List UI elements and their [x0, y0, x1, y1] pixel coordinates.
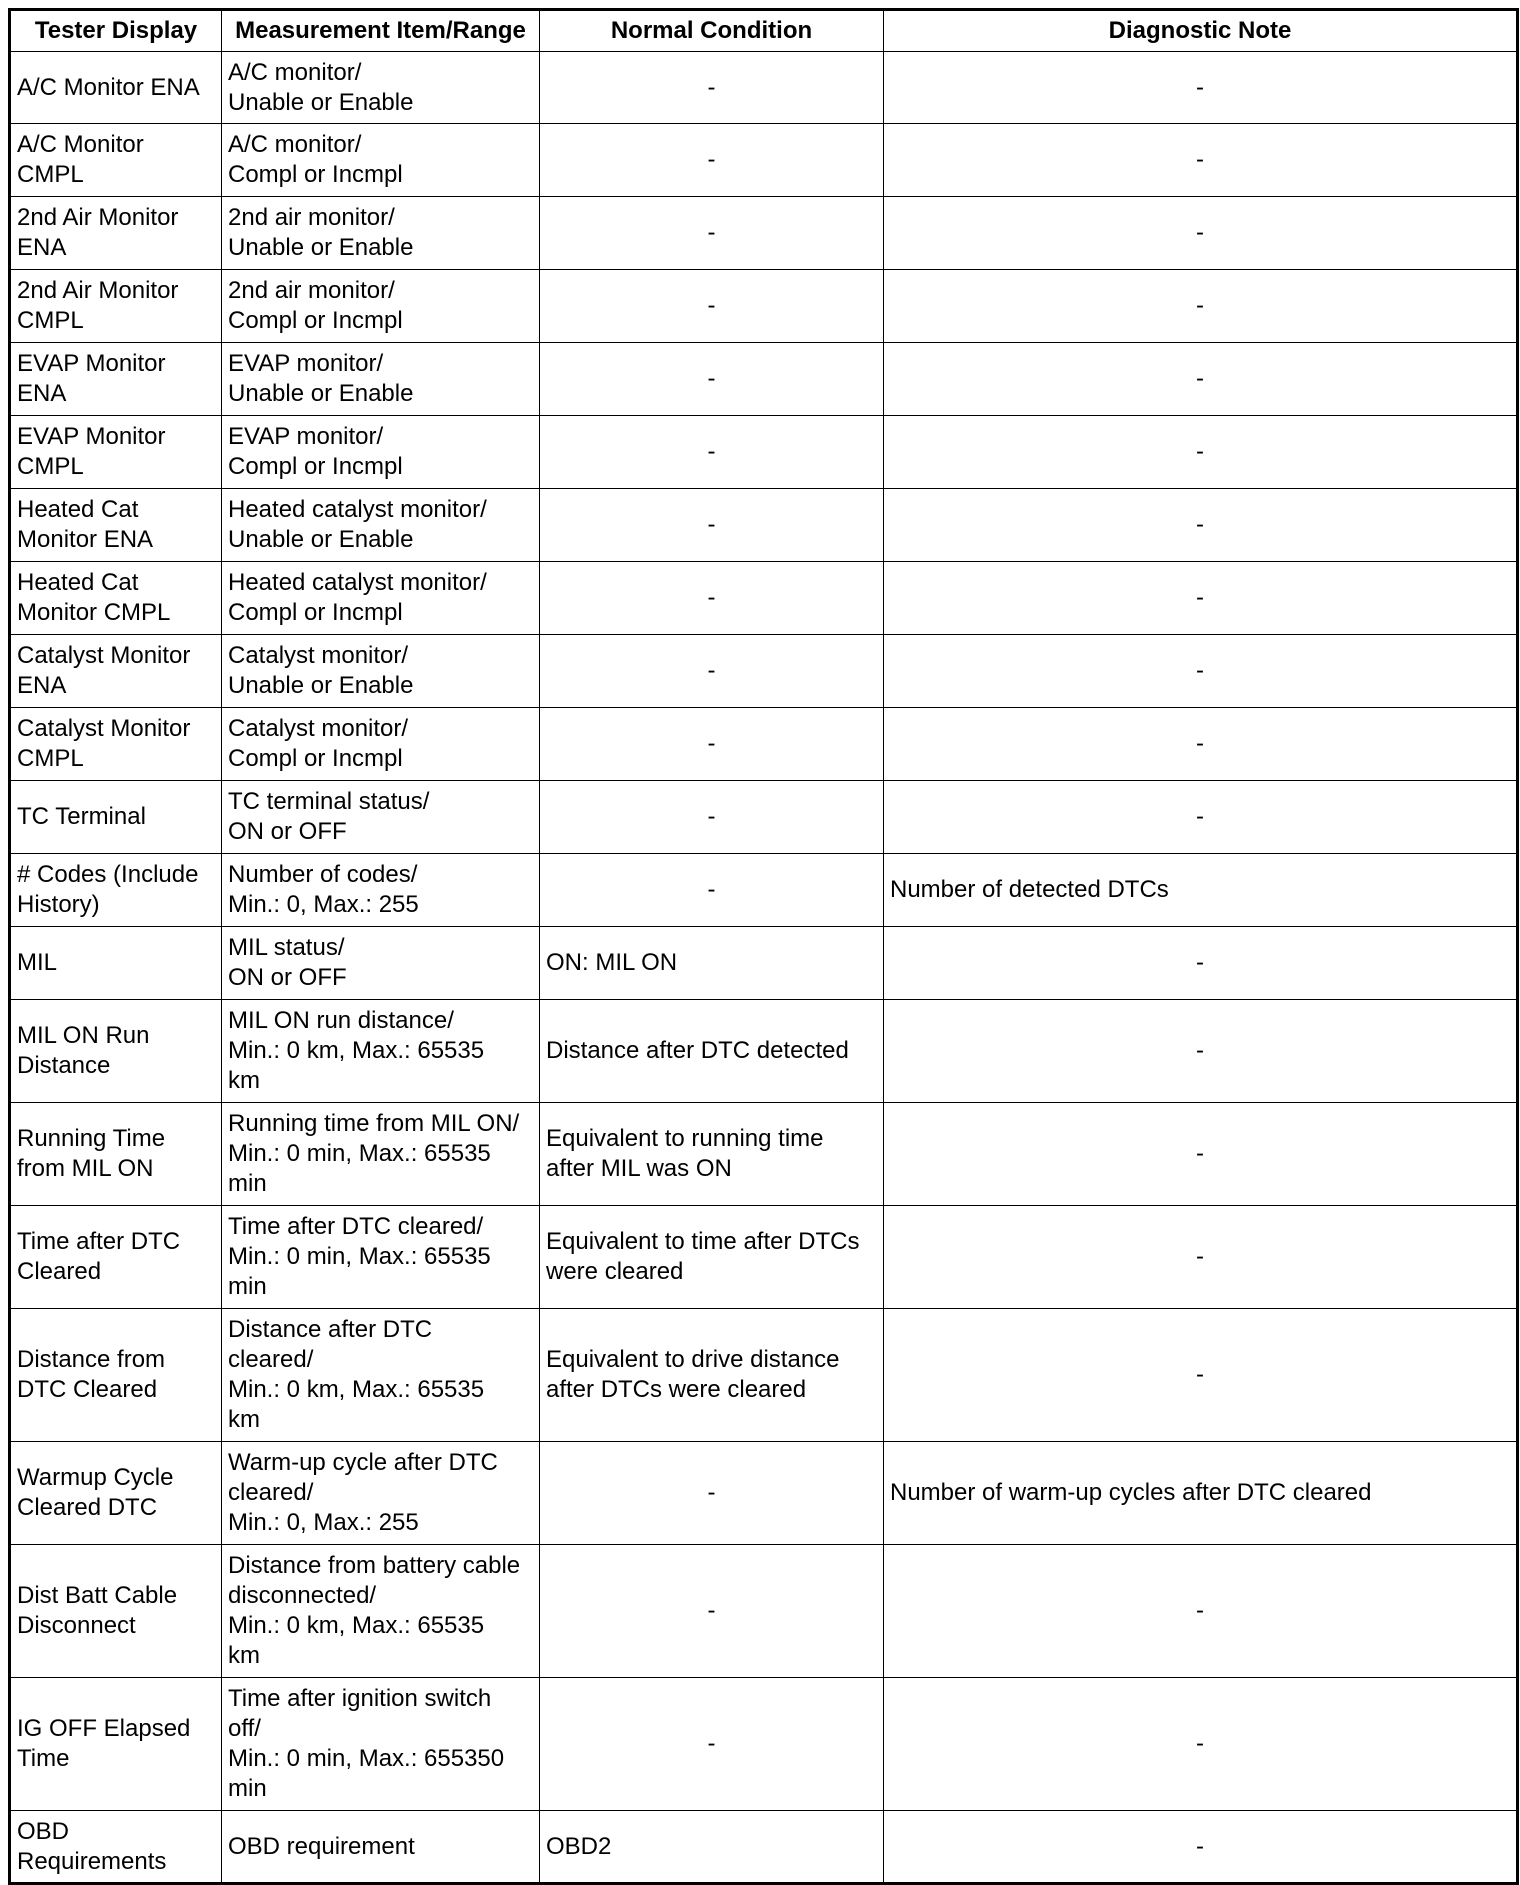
diagnostic-note-cell	[884, 1811, 1518, 1884]
diagnostic-note-cell-text: -	[1196, 146, 1204, 173]
tester-display-cell	[10, 270, 222, 343]
measurement-item-cell-text: 2nd air monitor/ Unable or Enable	[228, 204, 414, 261]
tester-display-cell-text: 2nd Air Monitor CMPL	[17, 277, 179, 334]
measurement-item-cell	[222, 124, 540, 197]
measurement-item-cell-text: Heated catalyst monitor/ Compl or Incmpl	[228, 569, 487, 626]
normal-condition-cell-text: -	[707, 1730, 716, 1757]
normal-condition-cell-text: ON: MIL ON	[546, 949, 678, 976]
diagnostic-note-cell-text: -	[1196, 584, 1204, 611]
tester-display-cell	[10, 562, 222, 635]
tester-display-cell-text: A/C Monitor CMPL	[17, 131, 144, 188]
measurement-item-cell	[222, 52, 540, 124]
diagnostic-note-cell-text: -	[1196, 1832, 1204, 1860]
diagnostic-note-cell	[884, 1206, 1518, 1309]
table-row	[10, 52, 1518, 124]
table-row	[10, 124, 1518, 197]
normal-condition-cell	[540, 562, 884, 635]
normal-condition-cell-text: -	[707, 803, 716, 830]
tester-display-cell-text: 2nd Air Monitor ENA	[17, 204, 179, 261]
diagnostic-note-cell	[884, 854, 1518, 927]
tester-display-cell	[10, 1442, 222, 1545]
diagnostic-note-cell	[884, 1103, 1518, 1206]
tester-display-cell-text: EVAP Monitor ENA	[17, 350, 166, 407]
tester-display-cell-text: TC Terminal	[17, 803, 146, 830]
tester-display-cell	[10, 1678, 222, 1811]
tester-display-cell	[10, 1103, 222, 1206]
normal-condition-cell	[540, 270, 884, 343]
data-list-table	[8, 8, 1519, 1885]
measurement-item-cell-text: Time after ignition switch off/ Min.: 0 min, Max.: 655350 min	[228, 1685, 505, 1802]
measurement-item-cell	[222, 270, 540, 343]
measurement-item-cell-text: Catalyst monitor/ Compl or Incmpl	[228, 715, 409, 772]
diagnostic-note-cell	[884, 489, 1518, 562]
diagnostic-note-cell	[884, 52, 1518, 124]
tester-display-cell	[10, 635, 222, 708]
normal-condition-cell	[540, 1000, 884, 1103]
table-row	[10, 854, 1518, 927]
diagnostic-note-cell-text: -	[1196, 730, 1204, 757]
tester-display-cell-text: # Codes (Include History)	[17, 861, 199, 918]
diagnostic-note-cell	[884, 708, 1518, 781]
measurement-item-cell	[222, 1678, 540, 1811]
measurement-item-cell-text: A/C monitor/ Unable or Enable	[228, 58, 414, 116]
tester-display-cell-text: Running Time from MIL ON	[17, 1125, 166, 1182]
diagnostic-note-cell	[884, 1000, 1518, 1103]
document-page	[8, 8, 1519, 1885]
measurement-item-cell	[222, 1000, 540, 1103]
table-row	[10, 708, 1518, 781]
normal-condition-cell	[540, 781, 884, 854]
measurement-item-cell-text: Heated catalyst monitor/ Unable or Enable	[228, 496, 487, 553]
normal-condition-cell	[540, 1309, 884, 1442]
measurement-item-cell-text: TC terminal status/ ON or OFF	[228, 788, 430, 845]
tester-display-cell-text: Time after DTC Cleared	[17, 1228, 181, 1285]
diagnostic-note-cell-text: -	[1196, 1037, 1204, 1064]
measurement-item-cell-text: A/C monitor/ Compl or Incmpl	[228, 131, 403, 188]
table-row	[10, 197, 1518, 270]
diagnostic-note-cell-text: -	[1196, 365, 1204, 392]
measurement-item-cell	[222, 1103, 540, 1206]
normal-condition-cell-text: -	[707, 292, 716, 319]
normal-condition-cell-text: -	[707, 1479, 716, 1506]
diagnostic-note-cell-text: -	[1196, 1730, 1204, 1757]
tester-display-cell	[10, 124, 222, 197]
measurement-item-cell-text: EVAP monitor/ Compl or Incmpl	[228, 423, 403, 480]
measurement-item-cell-text: MIL status/ ON or OFF	[228, 934, 347, 991]
normal-condition-cell	[540, 927, 884, 1000]
measurement-item-cell	[222, 343, 540, 416]
table-row	[10, 416, 1518, 489]
diagnostic-note-cell-text: -	[1196, 657, 1204, 684]
tester-display-cell-text: MIL ON Run Distance	[17, 1022, 150, 1079]
normal-condition-cell	[540, 197, 884, 270]
tester-display-cell-text: OBD Requirements	[17, 1817, 167, 1875]
normal-condition-cell-text: Equivalent to time after DTCs were cleared	[546, 1228, 860, 1285]
diagnostic-note-cell-text: -	[1196, 1140, 1204, 1167]
table-row	[10, 1206, 1518, 1309]
tester-display-cell	[10, 708, 222, 781]
diagnostic-note-cell	[884, 416, 1518, 489]
tester-display-cell	[10, 52, 222, 124]
diagnostic-note-cell-text: -	[1196, 949, 1204, 976]
tester-display-cell	[10, 1000, 222, 1103]
normal-condition-cell	[540, 343, 884, 416]
table-row	[10, 927, 1518, 1000]
normal-condition-cell-text: -	[707, 657, 716, 684]
diagnostic-note-cell	[884, 1309, 1518, 1442]
normal-condition-cell-text: -	[707, 219, 716, 246]
measurement-item-cell	[222, 489, 540, 562]
measurement-item-cell-text: Number of codes/ Min.: 0, Max.: 255	[228, 861, 419, 918]
header-row	[10, 10, 1518, 52]
normal-condition-cell	[540, 416, 884, 489]
tester-display-cell-text: Distance from DTC Cleared	[17, 1346, 166, 1403]
diagnostic-note-cell-text: -	[1196, 1243, 1204, 1270]
normal-condition-cell	[540, 52, 884, 124]
normal-condition-cell-text: OBD2	[546, 1832, 612, 1860]
tester-display-cell-text: Catalyst Monitor ENA	[17, 642, 191, 699]
measurement-item-cell-text: MIL ON run distance/ Min.: 0 km, Max.: 65535 km	[228, 1007, 485, 1094]
normal-condition-cell-text: -	[707, 511, 716, 538]
table-row	[10, 1545, 1518, 1678]
diagnostic-note-cell-text: -	[1196, 292, 1204, 319]
measurement-item-cell	[222, 1811, 540, 1884]
measurement-item-cell	[222, 197, 540, 270]
header-normal-condition: Normal Condition	[540, 10, 884, 52]
tester-display-cell	[10, 343, 222, 416]
diagnostic-note-cell-text: Number of detected DTCs	[890, 876, 1169, 903]
measurement-item-cell	[222, 562, 540, 635]
tester-display-cell-text: MIL	[17, 949, 58, 976]
tester-display-cell-text: Catalyst Monitor CMPL	[17, 715, 191, 772]
tester-display-cell	[10, 1545, 222, 1678]
tester-display-cell	[10, 489, 222, 562]
diagnostic-note-cell	[884, 1678, 1518, 1811]
tester-display-cell-text: EVAP Monitor CMPL	[17, 423, 166, 480]
measurement-item-cell-text: Distance from battery cable disconnected/ Min.: 0 km, Max.: 65535 km	[228, 1552, 521, 1669]
table-row	[10, 343, 1518, 416]
diagnostic-note-cell-text: -	[1196, 803, 1204, 830]
tester-display-cell	[10, 1309, 222, 1442]
tester-display-cell	[10, 927, 222, 1000]
normal-condition-cell	[540, 1206, 884, 1309]
measurement-item-cell-text: EVAP monitor/ Unable or Enable	[228, 350, 414, 407]
tester-display-cell-text: Heated Cat Monitor CMPL	[17, 569, 171, 626]
normal-condition-cell-text: Equivalent to drive distance after DTCs were cleared	[546, 1346, 840, 1403]
measurement-item-cell-text: Running time from MIL ON/ Min.: 0 min, Max.: 65535 min	[228, 1110, 520, 1197]
normal-condition-cell	[540, 708, 884, 781]
tester-display-cell	[10, 781, 222, 854]
tester-display-cell	[10, 1206, 222, 1309]
diagnostic-note-cell-text: -	[1196, 219, 1204, 246]
table-row	[10, 1678, 1518, 1811]
table-row	[10, 1000, 1518, 1103]
tester-display-cell-text: A/C Monitor ENA	[17, 73, 200, 101]
diagnostic-note-cell	[884, 635, 1518, 708]
table-row	[10, 489, 1518, 562]
measurement-item-cell	[222, 1206, 540, 1309]
diagnostic-note-cell	[884, 1442, 1518, 1545]
diagnostic-note-cell-text: -	[1196, 1361, 1204, 1388]
tester-display-cell-text: IG OFF Elapsed Time	[17, 1715, 191, 1772]
normal-condition-cell-text: -	[707, 876, 716, 903]
header-tester-display: Tester Display	[10, 10, 222, 52]
table-row	[10, 1442, 1518, 1545]
tester-display-cell-text: Warmup Cycle Cleared DTC	[17, 1464, 174, 1521]
diagnostic-note-cell-text: Number of warm-up cycles after DTC cleared	[890, 1479, 1372, 1506]
normal-condition-cell	[540, 489, 884, 562]
normal-condition-cell	[540, 1442, 884, 1545]
normal-condition-cell	[540, 1678, 884, 1811]
measurement-item-cell	[222, 854, 540, 927]
diagnostic-note-cell-text: -	[1196, 73, 1204, 101]
tester-display-cell-text: Heated Cat Monitor ENA	[17, 496, 154, 553]
table-row	[10, 781, 1518, 854]
measurement-item-cell	[222, 927, 540, 1000]
normal-condition-cell-text: -	[707, 365, 716, 392]
tester-display-cell-text: Dist Batt Cable Disconnect	[17, 1582, 178, 1639]
measurement-item-cell-text: OBD requirement	[228, 1832, 415, 1860]
diagnostic-note-cell	[884, 927, 1518, 1000]
normal-condition-cell	[540, 1811, 884, 1884]
diagnostic-note-cell	[884, 781, 1518, 854]
table-row	[10, 1309, 1518, 1442]
measurement-item-cell	[222, 416, 540, 489]
table-row	[10, 1103, 1518, 1206]
diagnostic-note-cell	[884, 562, 1518, 635]
normal-condition-cell	[540, 635, 884, 708]
normal-condition-cell	[540, 124, 884, 197]
measurement-item-cell-text: Catalyst monitor/ Unable or Enable	[228, 642, 414, 699]
header-diagnostic-note: Diagnostic Note	[884, 10, 1518, 52]
diagnostic-note-cell-text: -	[1196, 1597, 1204, 1624]
tester-display-cell	[10, 854, 222, 927]
normal-condition-cell	[540, 854, 884, 927]
diagnostic-note-cell	[884, 1545, 1518, 1678]
table-row	[10, 1811, 1518, 1884]
diagnostic-note-cell-text: -	[1196, 511, 1204, 538]
normal-condition-cell-text: -	[707, 1597, 716, 1624]
table-row	[10, 562, 1518, 635]
normal-condition-cell-text: Equivalent to running time after MIL was ON	[546, 1125, 824, 1182]
tester-display-cell	[10, 197, 222, 270]
table-row	[10, 270, 1518, 343]
tester-display-cell	[10, 416, 222, 489]
normal-condition-cell-text: -	[707, 584, 716, 611]
measurement-item-cell	[222, 1309, 540, 1442]
normal-condition-cell-text: -	[707, 73, 716, 101]
measurement-item-cell	[222, 635, 540, 708]
measurement-item-cell-text: Time after DTC cleared/ Min.: 0 min, Max.: 65535 min	[228, 1213, 491, 1300]
header-measurement-item: Measurement Item/Range	[222, 10, 540, 52]
table-row	[10, 635, 1518, 708]
normal-condition-cell	[540, 1103, 884, 1206]
diagnostic-note-cell-text: -	[1196, 438, 1204, 465]
measurement-item-cell	[222, 708, 540, 781]
measurement-item-cell-text: 2nd air monitor/ Compl or Incmpl	[228, 277, 403, 334]
measurement-item-cell	[222, 1545, 540, 1678]
measurement-item-cell	[222, 1442, 540, 1545]
tester-display-cell	[10, 1811, 222, 1884]
diagnostic-note-cell	[884, 124, 1518, 197]
normal-condition-cell-text: -	[707, 730, 716, 757]
measurement-item-cell	[222, 781, 540, 854]
normal-condition-cell-text: -	[707, 146, 716, 173]
diagnostic-note-cell	[884, 343, 1518, 416]
normal-condition-cell-text: Distance after DTC detected	[546, 1037, 849, 1064]
diagnostic-note-cell	[884, 197, 1518, 270]
normal-condition-cell-text: -	[707, 438, 716, 465]
normal-condition-cell	[540, 1545, 884, 1678]
measurement-item-cell-text: Distance after DTC cleared/ Min.: 0 km, Max.: 65535 km	[228, 1316, 485, 1433]
measurement-item-cell-text: Warm-up cycle after DTC cleared/ Min.: 0, Max.: 255	[228, 1449, 498, 1536]
diagnostic-note-cell	[884, 270, 1518, 343]
